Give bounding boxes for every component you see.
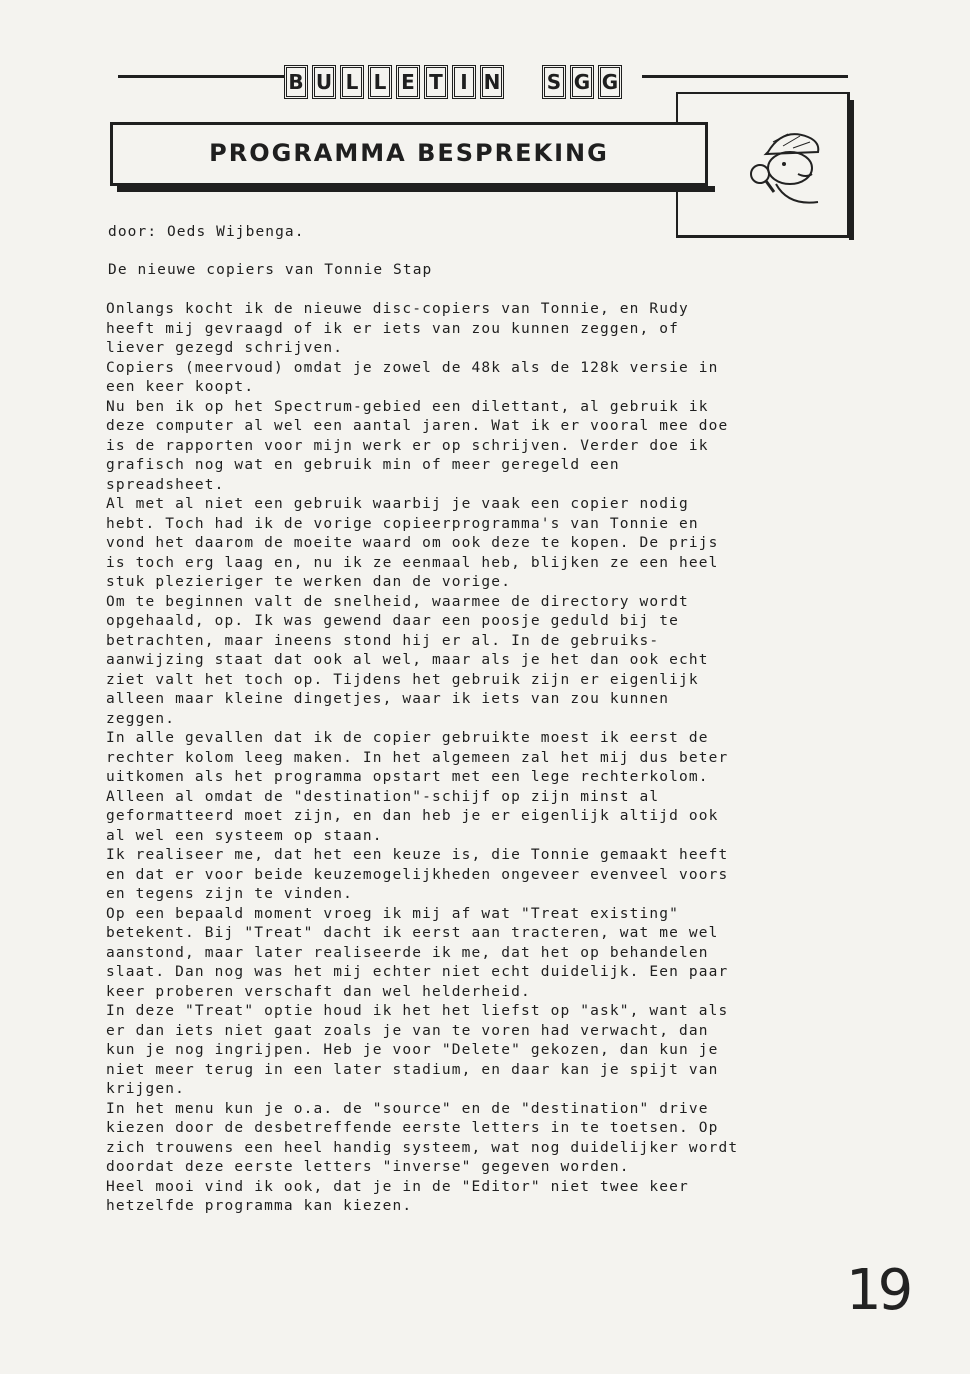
body-line: opgehaald, op. Ik was gewend daar een poosje geduld bij te	[106, 613, 680, 629]
body-line: zeggen.	[106, 710, 176, 727]
body-line: Op een bepaald moment vroeg ik mij af wat "Treat existing"	[106, 905, 680, 922]
body-line: en dat er voor beide keuzemogelijkheden ongeveer evenveel voors	[106, 866, 729, 883]
body-line: grafisch nog wat en gebruik min of meer geregeld een	[106, 457, 620, 473]
body-line: spreadsheet.	[106, 476, 225, 493]
body-line: uitkomen als het programma opstart met een lege rechterkolom.	[106, 769, 709, 785]
body-line: In het menu kun je o.a. de "source" en de "destination" drive	[106, 1100, 709, 1117]
body-line: krijgen.	[106, 1081, 186, 1097]
banner-letter: L	[340, 65, 364, 99]
body-line: vond het daarom de moeite waard om ook deze te kopen. De prijs	[106, 535, 719, 551]
body-line: Al met al niet een gebruik waarbij je vaak een copier nodig	[106, 496, 689, 512]
article-subtitle: De nieuwe copiers van Tonnie Stap	[108, 262, 433, 278]
body-line: Ik realiseer me, dat het een keuze is, die Tonnie gemaakt heeft	[106, 847, 729, 863]
title-box	[110, 122, 708, 186]
body-line: doordat deze eerste letters "inverse" gegeven worden.	[106, 1159, 630, 1175]
body-line: Copiers (meervoud) omdat je zowel de 48k als de 128k versie in	[106, 359, 719, 376]
bulletin-banner	[284, 65, 622, 99]
body-line: slaat. Dan nog was het mij echter niet echt duidelijk. Een paar	[106, 964, 729, 980]
body-line: Onlangs kocht ik de nieuwe disc-copiers van Tonnie, en Rudy	[106, 301, 689, 317]
body-line: en tegens zijn te vinden.	[106, 886, 353, 902]
body-line: betrachten, maar ineens stond hij er al. In de gebruiks-	[106, 632, 660, 649]
body-line: geformatteerd moet zijn, en dan heb je er eigenlijk altijd ook	[106, 808, 719, 824]
body-line: is toch erg laag en, nu ik ze eenmaal heb, blijken ze een heel	[106, 554, 719, 571]
header-rule-right	[642, 75, 848, 78]
article-body	[106, 300, 866, 1217]
banner-letter: S	[542, 65, 566, 99]
body-line: alleen maar kleine dingetjes, waar ik iets van zou kunnen	[106, 691, 670, 707]
body-line: hebt. Toch had ik de vorige copieerprogramma's van Tonnie en	[106, 515, 699, 532]
body-line: keer proberen verschaft dan wel helderheid.	[106, 983, 531, 1000]
banner-letter: B	[284, 65, 308, 99]
body-line: Nu ben ik op het Spectrum-gebied een dilettant, al gebruik ik	[106, 398, 709, 415]
body-line: Alleen al omdat de "destination"-schijf op zijn minst al	[106, 788, 660, 805]
body-line: kun je nog ingrijpen. Heb je voor "Delete" gekozen, dan kun je	[106, 1042, 719, 1058]
body-line: aanwijzing staat dat ook al wel, maar als je het dan ook echt	[106, 652, 709, 668]
header-rule-left	[118, 75, 286, 78]
body-line: een keer koopt.	[106, 379, 255, 395]
banner-letter: T	[424, 65, 448, 99]
body-line: deze computer al wel een aantal jaren. Wat ik er vooral mee doe	[106, 418, 729, 434]
body-line: er dan iets niet gaat zoals je van te voren had verwacht, dan	[106, 1022, 709, 1039]
banner-letter: U	[312, 65, 336, 99]
detective-icon	[748, 122, 838, 212]
body-line: rechter kolom leeg maken. In het algemeen zal het mij dus beter	[106, 749, 729, 766]
banner-letter: G	[598, 65, 622, 99]
body-line: al wel een systeem op staan.	[106, 827, 383, 844]
body-line: liever gezegd schrijven.	[106, 340, 344, 356]
body-line: zich trouwens een heel handig systeem, wat nog duidelijker wordt	[106, 1139, 739, 1156]
body-line: Heel mooi vind ik ook, dat je in de "Editor" niet twee keer	[106, 1178, 689, 1195]
body-line: kiezen door de desbetreffende eerste letters in te toetsen. Op	[106, 1120, 719, 1136]
author-line: door: Oeds Wijbenga.	[108, 224, 305, 240]
body-line: niet meer terug in een later stadium, en daar kan je spijt van	[106, 1061, 719, 1078]
page-title: PROGRAMMA BESPREKING	[209, 139, 609, 167]
body-line: stuk plezieriger te werken dan de vorige.	[106, 574, 512, 590]
page-number: 19	[846, 1258, 910, 1323]
banner-letter: N	[480, 65, 504, 99]
body-line: aanstond, maar later realiseerde ik me, dat het op behandelen	[106, 944, 709, 961]
body-line: is de rapporten voor mijn werk er op schrijven. Verder doe ik	[106, 437, 709, 454]
body-line: betekent. Bij "Treat" dacht ik eerst aan tracteren, wat me wel	[106, 925, 719, 941]
banner-letter: E	[396, 65, 420, 99]
banner-letter: L	[368, 65, 392, 99]
body-line: Om te beginnen valt de snelheid, waarmee de directory wordt	[106, 593, 689, 610]
body-line: heeft mij gevraagd of ik er iets van zou kunnen zeggen, of	[106, 320, 680, 337]
body-line: In deze "Treat" optie houd ik het het liefst op "ask", want als	[106, 1003, 729, 1019]
body-line: In alle gevallen dat ik de copier gebruikte moest ik eerst de	[106, 730, 709, 746]
body-line: hetzelfde programma kan kiezen.	[106, 1198, 413, 1214]
banner-letter: I	[452, 65, 476, 99]
body-line: ziet valt het toch op. Tijdens het gebruik zijn er eigenlijk	[106, 671, 699, 688]
banner-letter: G	[570, 65, 594, 99]
